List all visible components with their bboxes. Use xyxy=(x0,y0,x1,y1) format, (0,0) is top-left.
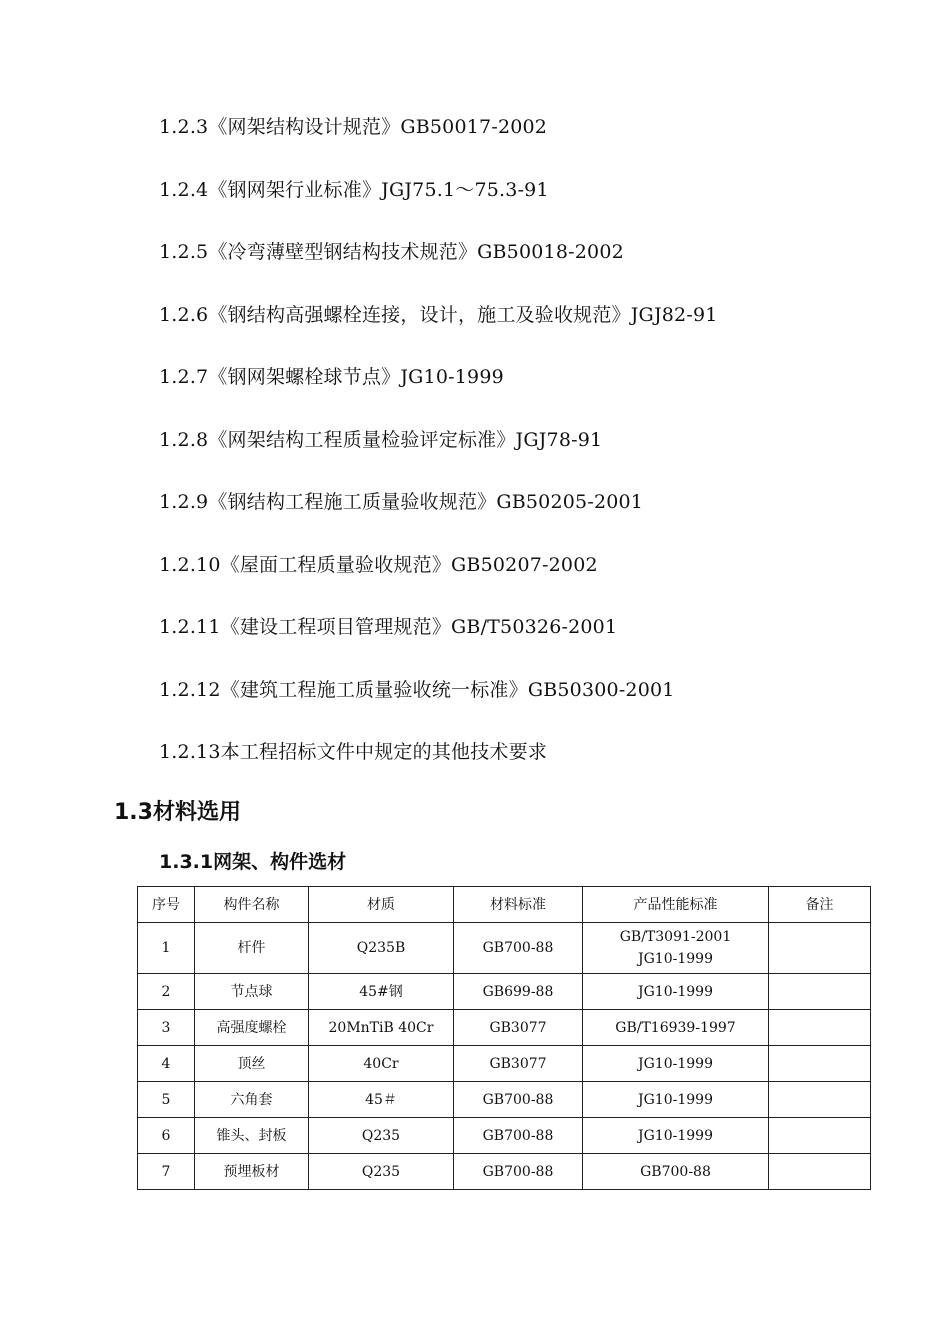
cell-note xyxy=(769,1010,871,1046)
header-cell-no: 序号 xyxy=(138,887,195,923)
cell-no: 1 xyxy=(138,923,195,974)
section-heading: 1.3材料选用 xyxy=(114,800,241,825)
cell-no: 5 xyxy=(138,1082,195,1118)
header-cell-material: 材质 xyxy=(309,887,454,923)
cell-material: Q235B xyxy=(309,923,454,974)
table-row xyxy=(138,923,871,974)
cell-name: 锥头、封板 xyxy=(195,1118,309,1154)
table-header-row xyxy=(138,887,871,923)
reference-item: 1.2.5《冷弯薄壁型钢结构技术规范》GB50018-2002 xyxy=(159,241,624,263)
cell-performance-standard: JG10-1999 xyxy=(583,1082,769,1118)
subsection-heading: 1.3.1网架、构件选材 xyxy=(159,851,347,873)
cell-performance-standard: JG10-1999 xyxy=(583,1046,769,1082)
reference-item: 1.2.10《屋面工程质量验收规范》GB50207-2002 xyxy=(159,553,598,576)
cell-name: 顶丝 xyxy=(195,1046,309,1082)
materials-table xyxy=(137,886,871,1190)
cell-no: 3 xyxy=(138,1010,195,1046)
table-row xyxy=(138,1010,871,1046)
cell-performance-standard: JG10-1999 xyxy=(583,974,769,1010)
cell-name: 节点球 xyxy=(195,974,309,1010)
cell-material: 20MnTiB 40Cr xyxy=(309,1010,454,1046)
cell-material: Q235 xyxy=(309,1118,454,1154)
cell-name: 高强度螺栓 xyxy=(195,1010,309,1046)
cell-no: 4 xyxy=(138,1046,195,1082)
reference-item: 1.2.6《钢结构高强螺栓连接，设计，施工及验收规范》JGJ82-91 xyxy=(159,303,718,326)
table-row xyxy=(138,1046,871,1082)
cell-note xyxy=(769,1118,871,1154)
reference-item: 1.2.13本工程招标文件中规定的其他技术要求 xyxy=(159,741,548,763)
cell-name: 六角套 xyxy=(195,1082,309,1118)
cell-material-standard: GB3077 xyxy=(454,1010,583,1046)
cell-performance-standard: GB700-88 xyxy=(583,1154,769,1190)
table-row xyxy=(138,974,871,1010)
reference-item: 1.2.12《建筑工程施工质量验收统一标准》GB50300-2001 xyxy=(159,678,675,701)
cell-material-standard: GB700-88 xyxy=(454,1154,583,1190)
cell-material: 45#钢 xyxy=(309,974,454,1010)
reference-item: 1.2.11《建设工程项目管理规范》GB/T50326-2001 xyxy=(159,616,618,638)
header-cell-name: 构件名称 xyxy=(195,887,309,923)
cell-no: 2 xyxy=(138,974,195,1010)
header-cell-note: 备注 xyxy=(769,887,871,923)
table-row xyxy=(138,1082,871,1118)
cell-note xyxy=(769,1046,871,1082)
cell-material-standard: GB3077 xyxy=(454,1046,583,1082)
cell-note xyxy=(769,923,871,974)
cell-name: 预埋板材 xyxy=(195,1154,309,1190)
cell-no: 6 xyxy=(138,1118,195,1154)
cell-note xyxy=(769,1082,871,1118)
reference-item: 1.2.9《钢结构工程施工质量验收规范》GB50205-2001 xyxy=(159,491,644,513)
cell-note xyxy=(769,1154,871,1190)
cell-material: 45＃ xyxy=(309,1082,454,1118)
reference-item: 1.2.8《网架结构工程质量检验评定标准》JGJ78-91 xyxy=(159,428,603,451)
cell-material-standard: GB699-88 xyxy=(454,974,583,1010)
reference-item: 1.2.7《钢网架螺栓球节点》JG10-1999 xyxy=(159,366,504,388)
cell-material-standard: GB700-88 xyxy=(454,923,583,974)
cell-performance-standard: JG10-1999 xyxy=(583,1118,769,1154)
performance-standard-line: JG10-1999 xyxy=(638,951,713,967)
cell-name: 杆件 xyxy=(195,923,309,974)
cell-performance-standard: GB/T16939-1997 xyxy=(583,1010,769,1046)
cell-material-standard: GB700-88 xyxy=(454,1082,583,1118)
cell-material: Q235 xyxy=(309,1154,454,1190)
cell-performance-standard xyxy=(583,923,769,974)
header-cell-performance-standard: 产品性能标准 xyxy=(583,887,769,923)
cell-material: 40Cr xyxy=(309,1046,454,1082)
table-row xyxy=(138,1118,871,1154)
reference-item: 1.2.4《钢网架行业标准》JGJ75.1～75.3-91 xyxy=(159,178,549,201)
cell-no: 7 xyxy=(138,1154,195,1190)
reference-standards-list xyxy=(159,110,718,798)
cell-note xyxy=(769,974,871,1010)
cell-material-standard: GB700-88 xyxy=(454,1118,583,1154)
table-row xyxy=(138,1154,871,1190)
reference-item: 1.2.3《网架结构设计规范》GB50017-2002 xyxy=(159,116,548,138)
performance-standard-line: GB/T3091-2001 xyxy=(619,929,732,945)
header-cell-material-standard: 材料标准 xyxy=(454,887,583,923)
